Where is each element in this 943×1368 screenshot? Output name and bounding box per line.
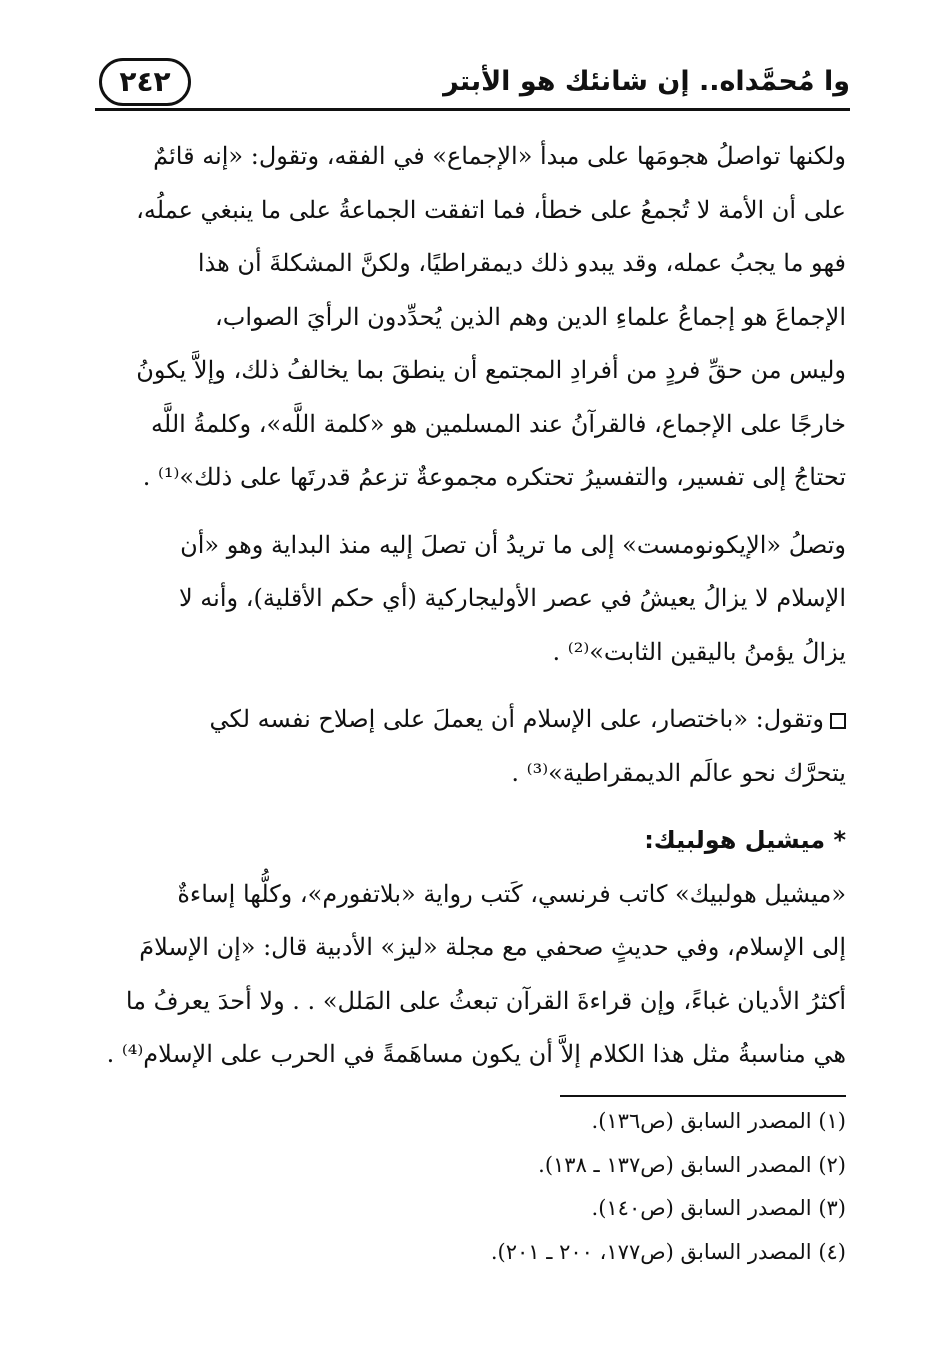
text-line: يزالُ يؤمنُ باليقين الثابت»⁽²⁾ . (552, 637, 846, 666)
text-line: يتحرَّك نحو عالَم الديمقراطية»⁽³⁾ . (511, 758, 846, 787)
text-line: على أن الأمة لا تُجمعُ على خطأ، فما اتفقت الجماعةُ على ما ينبغي عملُه، (136, 195, 846, 224)
text-line: «ميشيل هولبيك» كاتب فرنسي، كَتب رواية «بلاتفورم»، وكلُّها إساءةٌ (177, 879, 846, 908)
footnote-divider (560, 1095, 846, 1097)
text-line: خارجًا على الإجماع، فالقرآنُ عند المسلمين هو «كلمة اللَّه»، وكلمةُ اللَّه (151, 409, 846, 438)
footnote: (٤) المصدر السابق (ص١٧٧، ٢٠٠ ـ ٢٠١). (490, 1239, 846, 1264)
header-divider (95, 108, 850, 111)
main-text (104, 130, 846, 1082)
text-line: فهو ما يجبُ عمله، وقد يبدو ذلك ديمقراطيًا، ولكنَّ المشكلةَ أن هذا (197, 249, 846, 277)
text-line: هي مناسبةُ مثل هذا الكلام إلاَّ أن يكون مساهَمةً في الحرب على الإسلام⁽⁴⁾ . (106, 1040, 846, 1068)
text-line: ولكنها تواصلُ هجومَها على مبدأ «الإجماع» في الفقه، وتقول: «إنه قائمٌ (153, 142, 846, 170)
footnote: (٣) المصدر السابق (ص١٤٠). (591, 1196, 846, 1220)
text-line: إلى الإسلام، وفي حديثٍ صحفي مع مجلة «ليز» الأدبية قال: «إن الإسلامَ (139, 933, 846, 961)
running-title: وا مُحمَّداه.. إن شانئك هو الأبتر (443, 66, 850, 97)
section-heading: * ميشيل هولبيك: (644, 826, 846, 854)
footnotes (300, 1100, 846, 1274)
footnote: (٢) المصدر السابق (ص١٣٧ ـ ١٣٨). (538, 1152, 846, 1177)
text-line: وتصلُ «الإيكونومست» إلى ما تريدُ أن تصلَ إليه منذ البداية وهو «أن (180, 530, 846, 559)
page-number-badge: ٢٤٢ (99, 58, 191, 106)
text-line: تحتاجُ إلى تفسير، والتفسيرُ تحتكره مجموعةٌ تزعمُ قدرتَها على ذلك»⁽¹⁾ . (142, 463, 846, 491)
square-bullet-icon (830, 713, 846, 729)
page-header (95, 58, 850, 112)
footnote: (١) المصدر السابق (ص١٣٦). (591, 1109, 846, 1133)
text-line: الإسلام لا يزالُ يعيشُ في عصر الأوليجاركية (أي حكم الأقلية)، وأنه لا (178, 584, 846, 612)
bullet-text-line (104, 693, 846, 747)
text-line: وتقول: «باختصار، على الإسلام أن يعملَ على إصلاح نفسه لكي (209, 705, 824, 733)
text-line: وليس من حقِّ فردٍ من أفرادِ المجتمع أن ينطقَ بما يخالفُ ذلك، وإلاَّ يكونُ (136, 356, 846, 384)
text-line: الإجماعَ هو إجماعُ علماءِ الدين وهم الذين يُحدِّدون الرأيَ الصواب، (215, 302, 846, 331)
text-line: أكثرُ الأديان غباءً، وإن قراءةَ القرآن تبعثُ على المَلل» . . ولا أحدَ يعرفُ ما (125, 986, 846, 1015)
